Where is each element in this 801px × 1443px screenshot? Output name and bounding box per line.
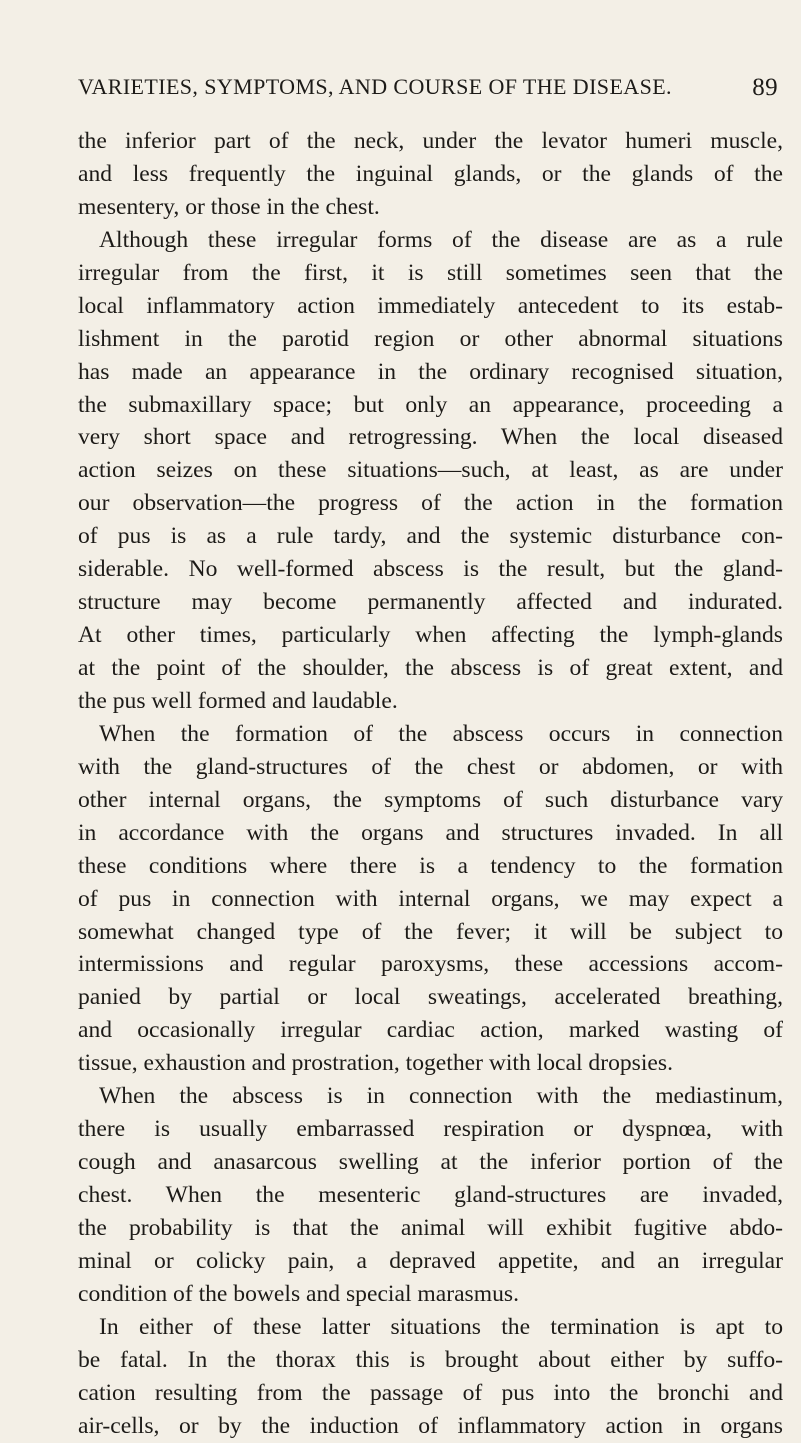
- body-text: [78, 125, 783, 1443]
- text-line: be fatal. In the thorax this is brought about either by suffo-: [78, 1346, 783, 1373]
- text-line: chest. When the mesenteric gland-structures are invaded,: [78, 1182, 783, 1208]
- text-line: in accordance with the organs and structures invaded. In all: [78, 819, 783, 846]
- text-line: lishment in the parotid region or other abnormal situations: [78, 325, 783, 352]
- text-line: our observation—the progress of the action in the formation: [78, 490, 783, 517]
- text-line: intermissions and regular paroxysms, these accessions accom-: [78, 951, 783, 978]
- text-line: somewhat changed type of the fever; it will be subject to: [78, 918, 783, 945]
- text-line: and less frequently the inguinal glands, or the glands of the: [78, 160, 783, 187]
- text-line: there is usually embarrassed respiration or dyspnœa, with: [78, 1116, 783, 1143]
- text-line: siderable. No well-formed abscess is the result, but the gland-: [78, 556, 783, 583]
- text-line: the pus well formed and laudable.: [78, 687, 398, 714]
- text-line: When the abscess is in connection with the mediastinum,: [99, 1083, 783, 1110]
- text-line: structure may become permanently affected and indurated.: [78, 589, 783, 616]
- text-line: very short space and retrogressing. When the local diseased: [78, 424, 783, 451]
- text-line: panied by partial or local sweatings, accelerated breathing,: [78, 984, 783, 1011]
- text-line: irregular from the first, it is still sometimes seen that the: [78, 259, 783, 286]
- text-line: has made an appearance in the ordinary recognised situation,: [78, 358, 783, 385]
- text-line: the submaxillary space; but only an appearance, proceeding a: [78, 391, 783, 418]
- text-line: minal or colicky pain, a depraved appetite, and an irregular: [78, 1247, 783, 1274]
- text-line: In either of these latter situations the termination is apt to: [99, 1313, 783, 1340]
- text-line: cation resulting from the passage of pus into the bronchi and: [78, 1379, 783, 1406]
- text-line: air-cells, or by the induction of inflammatory action in organs: [78, 1412, 783, 1439]
- text-line: When the formation of the abscess occurs in connection: [99, 720, 783, 747]
- text-line: at the point of the shoulder, the abscess is of great extent, and: [78, 655, 783, 681]
- running-head-title: VARIETIES, SYMPTOMS, AND COURSE OF THE DISEASE.: [78, 74, 672, 99]
- text-line: At other times, particularly when affecting the lymph-glands: [78, 622, 783, 649]
- text-line: the probability is that the animal will exhibit fugitive abdo-: [78, 1214, 783, 1241]
- text-line: Although these irregular forms of the disease are as a rule: [99, 226, 783, 253]
- text-line: of pus in connection with internal organs, we may expect a: [78, 885, 783, 912]
- text-line: action seizes on these situations—such, at least, as are under: [78, 457, 783, 484]
- text-line: these conditions where there is a tendency to the formation: [78, 852, 783, 879]
- page-number: 89: [752, 74, 778, 101]
- running-head: [78, 74, 778, 108]
- text-line: tissue, exhaustion and prostration, together with local dropsies.: [78, 1050, 673, 1077]
- text-line: and occasionally irregular cardiac action, marked wasting of: [78, 1017, 783, 1044]
- text-line: local inflammatory action immediately antecedent to its estab-: [78, 292, 783, 319]
- text-line: with the gland-structures of the chest or abdomen, or with: [78, 753, 783, 780]
- text-line: cough and anasarcous swelling at the inferior portion of the: [78, 1149, 783, 1176]
- text-line: other internal organs, the symptoms of such disturbance vary: [78, 786, 783, 813]
- text-line: the inferior part of the neck, under the levator humeri muscle,: [78, 128, 783, 154]
- text-line: condition of the bowels and special marasmus.: [78, 1280, 519, 1307]
- text-line: of pus is as a rule tardy, and the systemic disturbance con-: [78, 523, 783, 550]
- text-line: mesentery, or those in the chest.: [78, 193, 380, 220]
